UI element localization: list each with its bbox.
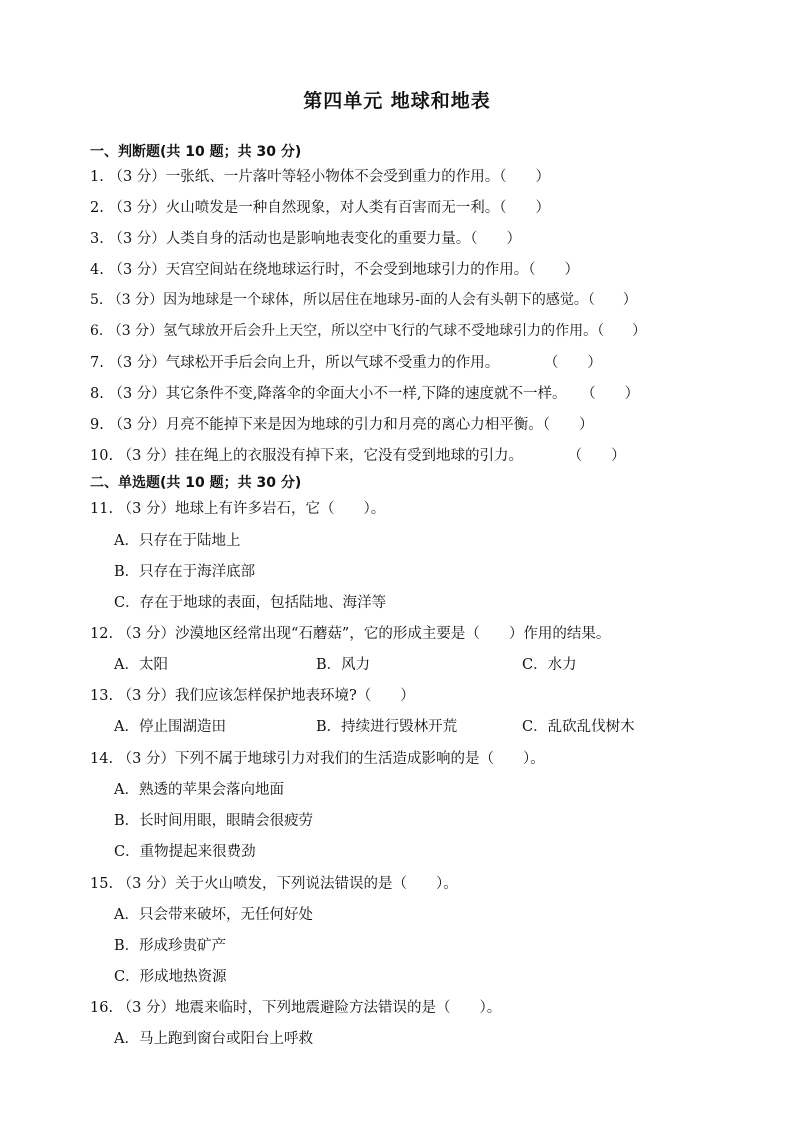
option-12-c: C．水力 <box>522 657 577 673</box>
option-11-c: C．存在于地球的表面，包括陆地、海洋等 <box>114 595 387 611</box>
question-11: 11. （3 分）地球上有许多岩石，它（ ）。 <box>90 501 386 517</box>
option-11-b: B．只存在于海洋底部 <box>114 564 256 580</box>
answer-parentheses: （ ） <box>581 386 640 402</box>
answer-parentheses: （ ） <box>567 448 626 464</box>
question-9: 9. （3 分）月亮不能掉下来是因为地球的引力和月亮的离心力相平衡。（ ） <box>90 417 594 433</box>
option-15-b: B．形成珍贵矿产 <box>114 938 227 954</box>
question-6: 6. （3 分）氢气球放开后会升上天空，所以空中飞行的气球不受地球引力的作用。（ ） <box>90 323 647 339</box>
question-7-text: 7. （3 分）气球松开手后会向上升，所以气球不受重力的作用。 <box>90 355 500 371</box>
question-13: 13. （3 分）我们应该怎样保护地表环境?（ ） <box>90 688 415 704</box>
option-16-a: A．马上跑到窗台或阳台上呼救 <box>114 1031 313 1047</box>
option-13-b: B．持续进行毁林开荒 <box>316 719 458 735</box>
answer-parentheses: （ ） <box>543 355 602 371</box>
option-12-a: A．太阳 <box>114 657 168 673</box>
option-13-a: A．停止围湖造田 <box>114 719 226 735</box>
question-7 <box>90 351 602 372</box>
question-4: 4. （3 分）天宫空间站在绕地球运行时，不会受到地球引力的作用。（ ） <box>90 262 580 278</box>
section-heading-judgement: 一、判断题(共 10 题；共 30 分) <box>90 144 302 160</box>
question-8-text: 8. （3 分）其它条件不变,降落伞的伞面大小不一样,下降的速度就不一样。 <box>90 386 567 402</box>
option-14-c: C．重物提起来很费劲 <box>114 844 256 860</box>
question-15: 15. （3 分）关于火山喷发，下列说法错误的是（ ）。 <box>90 876 458 892</box>
option-13-c: C．乱砍乱伐树木 <box>522 719 635 735</box>
question-5: 5. （3 分）因为地球是一个球体，所以居住在地球另-面的人会有头朝下的感觉。（ ） <box>90 292 637 308</box>
question-10 <box>90 444 626 465</box>
question-10-text: 10. （3 分）挂在绳上的衣服没有掉下来，它没有受到地球的引力。 <box>90 448 524 464</box>
option-15-a: A．只会带来破坏，无任何好处 <box>114 907 313 923</box>
option-14-a: A．熟透的苹果会落向地面 <box>114 782 284 798</box>
option-15-c: C．形成地热资源 <box>114 969 227 985</box>
question-1: 1. （3 分）一张纸、一片落叶等轻小物体不会受到重力的作用。（ ） <box>90 169 551 185</box>
option-11-a: A．只存在于陆地上 <box>114 533 241 549</box>
option-14-b: B．长时间用眼，眼睛会很疲劳 <box>114 813 314 829</box>
section-heading-single-choice: 二、单选题(共 10 题；共 30 分) <box>90 475 302 491</box>
question-8 <box>90 382 639 403</box>
question-3: 3. （3 分）人类自身的活动也是影响地表变化的重要力量。（ ） <box>90 231 522 247</box>
question-14: 14. （3 分）下列不属于地球引力对我们的生活造成影响的是（ ）。 <box>90 751 545 767</box>
option-12-b: B．风力 <box>316 657 371 673</box>
question-12: 12. （3 分）沙漠地区经常出现“石蘑菇”，它的形成主要是（ ）作用的结果。 <box>90 626 611 642</box>
question-16: 16. （3 分）地震来临时，下列地震避险方法错误的是（ ）。 <box>90 1000 502 1016</box>
page-title: 第四单元 地球和地表 <box>303 90 491 112</box>
question-2: 2. （3 分）火山喷发是一种自然现象，对人类有百害而无一利。（ ） <box>90 200 551 216</box>
